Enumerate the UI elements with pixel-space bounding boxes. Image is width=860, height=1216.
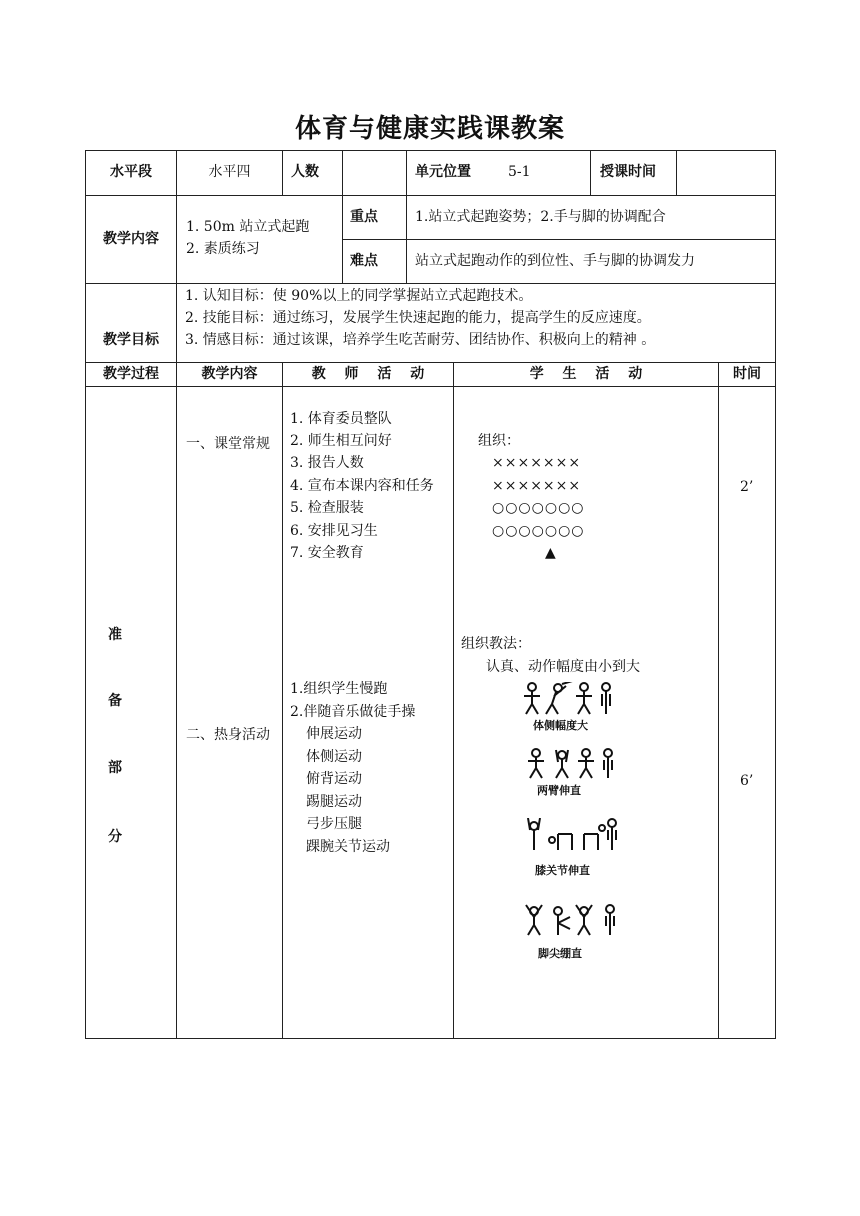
content-item: 2. 素质练习: [186, 241, 260, 257]
teacher-step: 1.组织学生慢跑: [290, 681, 388, 697]
teacher-step: 2. 师生相互问好: [290, 433, 392, 449]
teacher-step: 2.伴随音乐做徒手操: [290, 704, 416, 720]
exercise-item: 弓步压腿: [306, 816, 362, 832]
level-value: 水平四: [208, 164, 251, 180]
level-label: 水平段: [110, 164, 152, 180]
section-char: 分: [108, 829, 122, 845]
col-time: 时间: [733, 366, 761, 382]
stick-figures-toe-point: [522, 903, 618, 937]
formation-row: ○○○○○○○: [492, 523, 585, 539]
section-char: 准: [108, 627, 122, 643]
count-label: 人数: [291, 164, 319, 180]
exercise-item: 俯背运动: [306, 771, 362, 787]
teacher-step: 6. 安排见习生: [290, 523, 378, 539]
content-label: 教学内容: [103, 231, 159, 247]
page-title: 体育与健康实践课教案: [294, 114, 565, 144]
teacher-step: 1. 体育委员整队: [290, 411, 392, 427]
formation-row: ○○○○○○○: [492, 500, 585, 516]
figure-caption: 体侧幅度大: [533, 719, 588, 732]
key-label: 重点: [350, 209, 378, 225]
teacher-step: 3. 报告人数: [290, 455, 364, 471]
part2-content: 二、热身活动: [186, 727, 270, 743]
figure-caption: 膝关节伸直: [535, 864, 590, 877]
unit-label: 单元位置: [415, 164, 471, 180]
stick-figures-side-bend: [518, 682, 618, 716]
difficulty-label: 难点: [350, 253, 378, 269]
col-teacher: 教 师 活 动: [311, 366, 425, 382]
formation-row: ×××××××: [492, 478, 582, 494]
method-text: 认真、动作幅度由小到大: [486, 659, 640, 675]
col-student: 学 生 活 动: [529, 366, 643, 382]
difficulty-text: 站立式起跑动作的到位性、手与脚的协调发力: [415, 253, 695, 269]
goal-item: 2. 技能目标：通过练习，发展学生快速起跑的能力，提高学生的反应速度。: [185, 310, 651, 326]
section-char: 备: [108, 693, 122, 709]
col-process: 教学过程: [103, 366, 159, 382]
stick-figures-knee-straight: [522, 818, 618, 852]
exercise-item: 踢腿运动: [306, 794, 362, 810]
exercise-item: 伸展运动: [306, 726, 362, 742]
stick-figures-arms-straight: [524, 748, 618, 780]
exercise-item: 踝腕关节运动: [306, 839, 390, 855]
time-label: 授课时间: [600, 164, 656, 180]
goal-item: 3. 情感目标：通过该课，培养学生吃苦耐劳、团结协作、积极向上的精神 。: [185, 332, 656, 348]
teacher-step: 4. 宣布本课内容和任务: [290, 478, 434, 494]
method-label: 组织教法：: [461, 636, 531, 652]
goal-item: 1. 认知目标：使 90%以上的同学掌握站立式起跑技术。: [185, 288, 533, 304]
formation-row: ×××××××: [492, 455, 582, 471]
section-char: 部: [108, 760, 122, 776]
col-content: 教学内容: [201, 366, 258, 382]
figure-caption: 两臂伸直: [537, 784, 581, 797]
part1-content: 一、课堂常规: [186, 436, 270, 452]
figure-caption: 脚尖绷直: [538, 947, 582, 960]
goals-label: 教学目标: [103, 332, 159, 348]
content-item: 1. 50m 站立式起跑: [186, 219, 310, 235]
teacher-marker-icon: ▲: [545, 545, 557, 561]
teacher-step: 7. 安全教育: [290, 545, 364, 561]
key-text: 1.站立式起跑姿势；2.手与脚的协调配合: [415, 209, 666, 225]
part2-time: 6’: [740, 773, 754, 789]
organization-label: 组织：: [478, 433, 520, 449]
part1-time: 2’: [740, 479, 754, 495]
unit-value: 5-1: [508, 164, 531, 180]
exercise-item: 体侧运动: [306, 749, 362, 765]
teacher-step: 5. 检查服装: [290, 500, 364, 516]
